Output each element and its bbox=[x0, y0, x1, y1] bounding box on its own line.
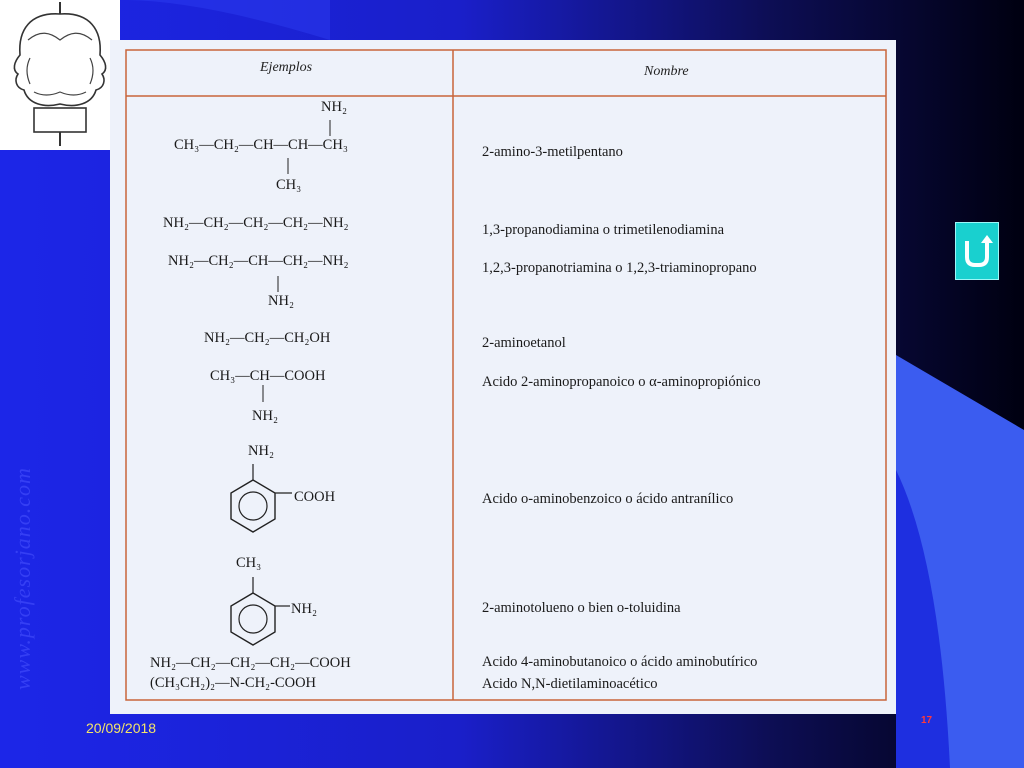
header-examples: Ejemplos bbox=[260, 60, 313, 75]
name-row-9: Acido N,N-dietilaminoacético bbox=[482, 676, 658, 692]
formula-6-top: NH₂ bbox=[248, 443, 274, 459]
formula-1-bottom: CH₃ bbox=[276, 177, 302, 193]
formula-1-top: NH₂ bbox=[321, 99, 347, 115]
benzene-ring-2 bbox=[231, 577, 290, 645]
formula-8: NH₂—CH₂—CH₂—CH₂—COOH bbox=[150, 655, 351, 671]
u-turn-return-icon bbox=[959, 231, 995, 271]
formula-7-side: NH₂ bbox=[291, 601, 317, 617]
janus-two-faced-head-icon bbox=[0, 0, 120, 150]
return-button[interactable] bbox=[955, 222, 999, 280]
name-row-1: 2-amino-3-metilpentano bbox=[482, 144, 623, 160]
formula-5-bottom: NH₂ bbox=[252, 408, 278, 424]
name-row-6: Acido o-aminobenzoico o ácido antranílico bbox=[482, 491, 734, 507]
formula-4: NH₂—CH₂—CH₂OH bbox=[204, 330, 331, 346]
website-watermark: www.profesorjano.com bbox=[10, 467, 35, 690]
slide-number: 17 bbox=[921, 715, 933, 726]
amines-table-panel bbox=[110, 40, 896, 714]
formula-3-bottom: NH₂ bbox=[268, 293, 294, 309]
name-row-7: 2-aminotolueno o bien o-toluidina bbox=[482, 600, 681, 616]
formula-1-main: CH₃—CH₂—CH—CH—CH₃ bbox=[174, 137, 348, 153]
formula-9: (CH₃CH₂)₂—N-CH₂-COOH bbox=[150, 675, 317, 691]
benzene-ring-1 bbox=[231, 464, 292, 532]
name-row-8: Acido 4-aminobutanoico o ácido aminobutírico bbox=[482, 654, 758, 670]
header-name: Nombre bbox=[644, 64, 689, 79]
name-row-2: 1,3-propanodiamina o trimetilenodiamina bbox=[482, 222, 725, 238]
janus-logo bbox=[0, 0, 120, 150]
formula-7-top: CH₃ bbox=[236, 555, 262, 571]
name-row-3: 1,2,3-propanotriamina o 1,2,3-triaminopropano bbox=[482, 260, 757, 276]
name-row-5: Acido 2-aminopropanoico o α-aminopropiónico bbox=[482, 374, 761, 390]
formula-6-side: COOH bbox=[294, 489, 336, 505]
name-row-4: 2-aminoetanol bbox=[482, 335, 566, 351]
formula-5-main: CH₃—CH—COOH bbox=[210, 368, 326, 384]
formula-3-main: NH₂—CH₂—CH—CH₂—NH₂ bbox=[168, 253, 349, 269]
footer-date: 20/09/2018 bbox=[86, 720, 157, 736]
formula-2: NH₂—CH₂—CH₂—CH₂—NH₂ bbox=[163, 215, 349, 231]
